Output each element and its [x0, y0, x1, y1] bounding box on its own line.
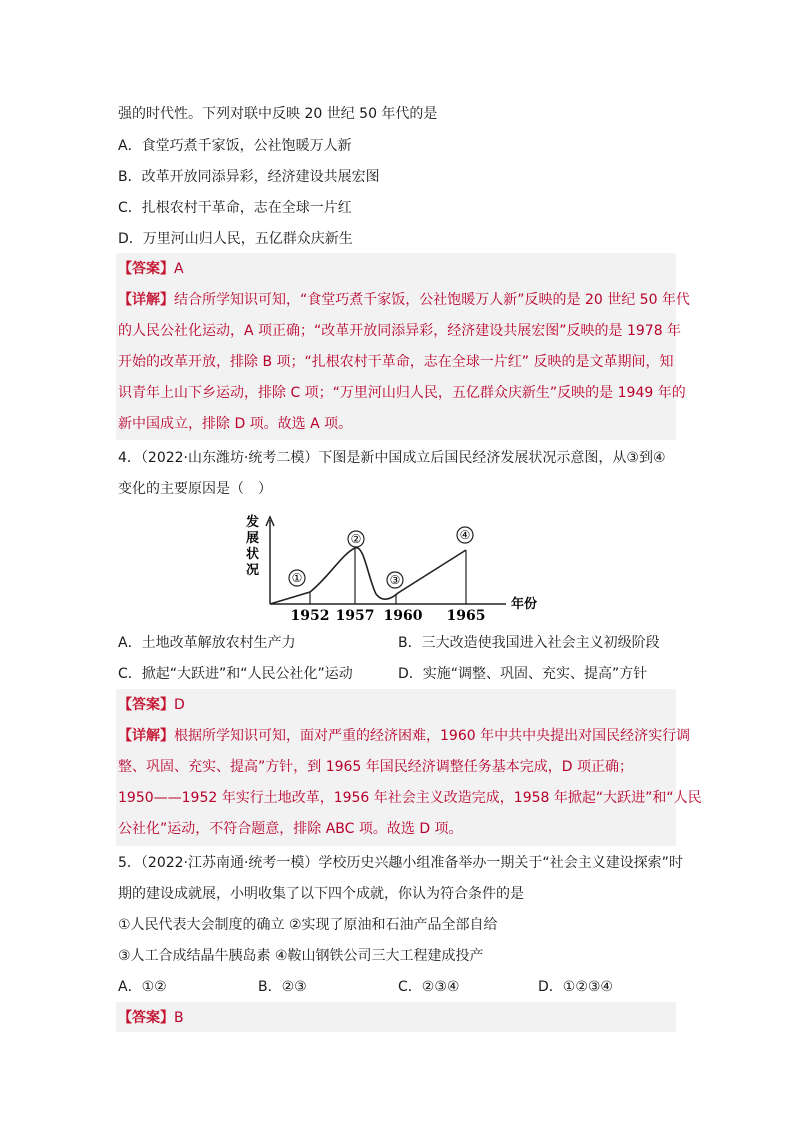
q5-answer — [118, 1008, 184, 1028]
point-4-label: ④ — [459, 528, 471, 542]
q5-option-d: D．①②③④ — [538, 979, 613, 995]
q5-answer-block — [116, 1002, 676, 1032]
explain-tag: 【详解】 — [118, 728, 174, 744]
year-label: 1960 — [383, 608, 423, 624]
q3-explain-line: 新中国成立，排除 D 项。故选 A 项。 — [118, 416, 353, 432]
q4-option-b: B．三大改造使我国进入社会主义初级阶段 — [398, 635, 660, 651]
q4-option-d: D．实施“调整、巩固、充实、提高”方针 — [398, 666, 648, 682]
q5-stem-line: ③人工合成结晶牛胰岛素 ④鞍山钢铁公司三大工程建成投产 — [118, 948, 484, 964]
q3-explain-line: 开始的改革开放，排除 B 项；“扎根农村干革命，志在全球一片红” 反映的是文革期间，知 — [118, 354, 674, 370]
q4-stem-line: 变化的主要原因是（ ） — [118, 481, 272, 497]
q5-option-c: C．②③④ — [398, 979, 460, 995]
q3-explain-line: 【详解】结合所学知识可知，“食堂巧煮千家饭，公社饱暖万人新”反映的是 20 世纪 50 年代 — [118, 292, 690, 308]
answer-value: D — [174, 697, 185, 713]
q3-answer-block — [116, 253, 676, 440]
x-label: 年份 — [511, 597, 538, 612]
q5-stem-line: 5．（2022·江苏南通·统考一模）学校历史兴趣小组准备举办一期关于“社会主义建设探索”时 — [118, 855, 683, 871]
q3-answer — [118, 259, 184, 279]
q5-stem-line: 期的建设成就展，小明收集了以下四个成就，你认为符合条件的是 — [118, 886, 524, 902]
q4-answer — [118, 695, 185, 715]
q4-option-c: C．掀起“大跃进”和“人民公社化”运动 — [118, 666, 353, 682]
point-2-label: ② — [350, 532, 362, 546]
explain-tag: 【详解】 — [118, 292, 174, 308]
q4-explain-line: 1950——1952 年实行土地改革，1956 年社会主义改造完成，1958 年掀起“大跃进”和“人民 — [118, 790, 702, 806]
year-label: 1957 — [335, 608, 375, 624]
year-label: 1965 — [446, 608, 486, 624]
answer-value: B — [174, 1010, 184, 1026]
q3-option-c: C．扎根农村干革命，志在全球一片红 — [118, 200, 352, 216]
point-1-label: ① — [291, 571, 303, 585]
q5-option-b: B．②③ — [258, 979, 307, 995]
q3-explain-line: 的人民公社化运动，A 项正确；“改革开放同添异彩，经济建设共展宏图”反映的是 1978 年 — [118, 323, 682, 339]
answer-tag: 【答案】 — [118, 697, 174, 713]
q5-option-a: A．①② — [118, 979, 167, 995]
q5-stem-line: ①人民代表大会制度的确立 ②实现了原油和石油产品全部自给 — [118, 917, 498, 933]
y-label-char: 状 — [246, 547, 260, 562]
q3-explain-line: 识青年上山下乡运动，排除 C 项；“万里河山归人民，五亿群众庆新生”反映的是 1949 年的 — [118, 385, 686, 401]
q4-explain-line: 公社化”运动，不符合题意，排除 ABC 项。故选 D 项。 — [118, 821, 463, 837]
economy-chart — [238, 508, 558, 626]
q4-explain-line: 【详解】根据所学知识可知，面对严重的经济困难，1960 年中共中央提出对国民经济实行调 — [118, 728, 691, 744]
year-label: 1952 — [290, 608, 330, 624]
q4-option-a: A．土地改革解放农村生产力 — [118, 635, 296, 651]
q3-option-b: B．改革开放同添异彩，经济建设共展宏图 — [118, 169, 380, 185]
answer-tag: 【答案】 — [118, 1010, 174, 1026]
answer-tag: 【答案】 — [118, 261, 174, 277]
point-3-label: ③ — [389, 573, 401, 587]
answer-value: A — [174, 261, 184, 277]
q4-explain-line: 整、巩固、充实、提高”方针，到 1965 年国民经济调整任务基本完成，D 项正确； — [118, 759, 634, 775]
y-label-char: 展 — [246, 531, 260, 546]
q3-option-a: A．食堂巧煮千家饭，公社饱暖万人新 — [118, 138, 352, 154]
q3-option-d: D．万里河山归人民，五亿群众庆新生 — [118, 231, 353, 247]
y-label-char: 发 — [246, 515, 260, 530]
q3-stem-tail: 强的时代性。下列对联中反映 20 世纪 50 年代的是 — [118, 106, 438, 122]
q4-stem-line: 4．（2022·山东潍坊·统考二模）下图是新中国成立后国民经济发展状况示意图，从③到④ — [118, 450, 666, 466]
y-label-char: 况 — [246, 563, 260, 578]
